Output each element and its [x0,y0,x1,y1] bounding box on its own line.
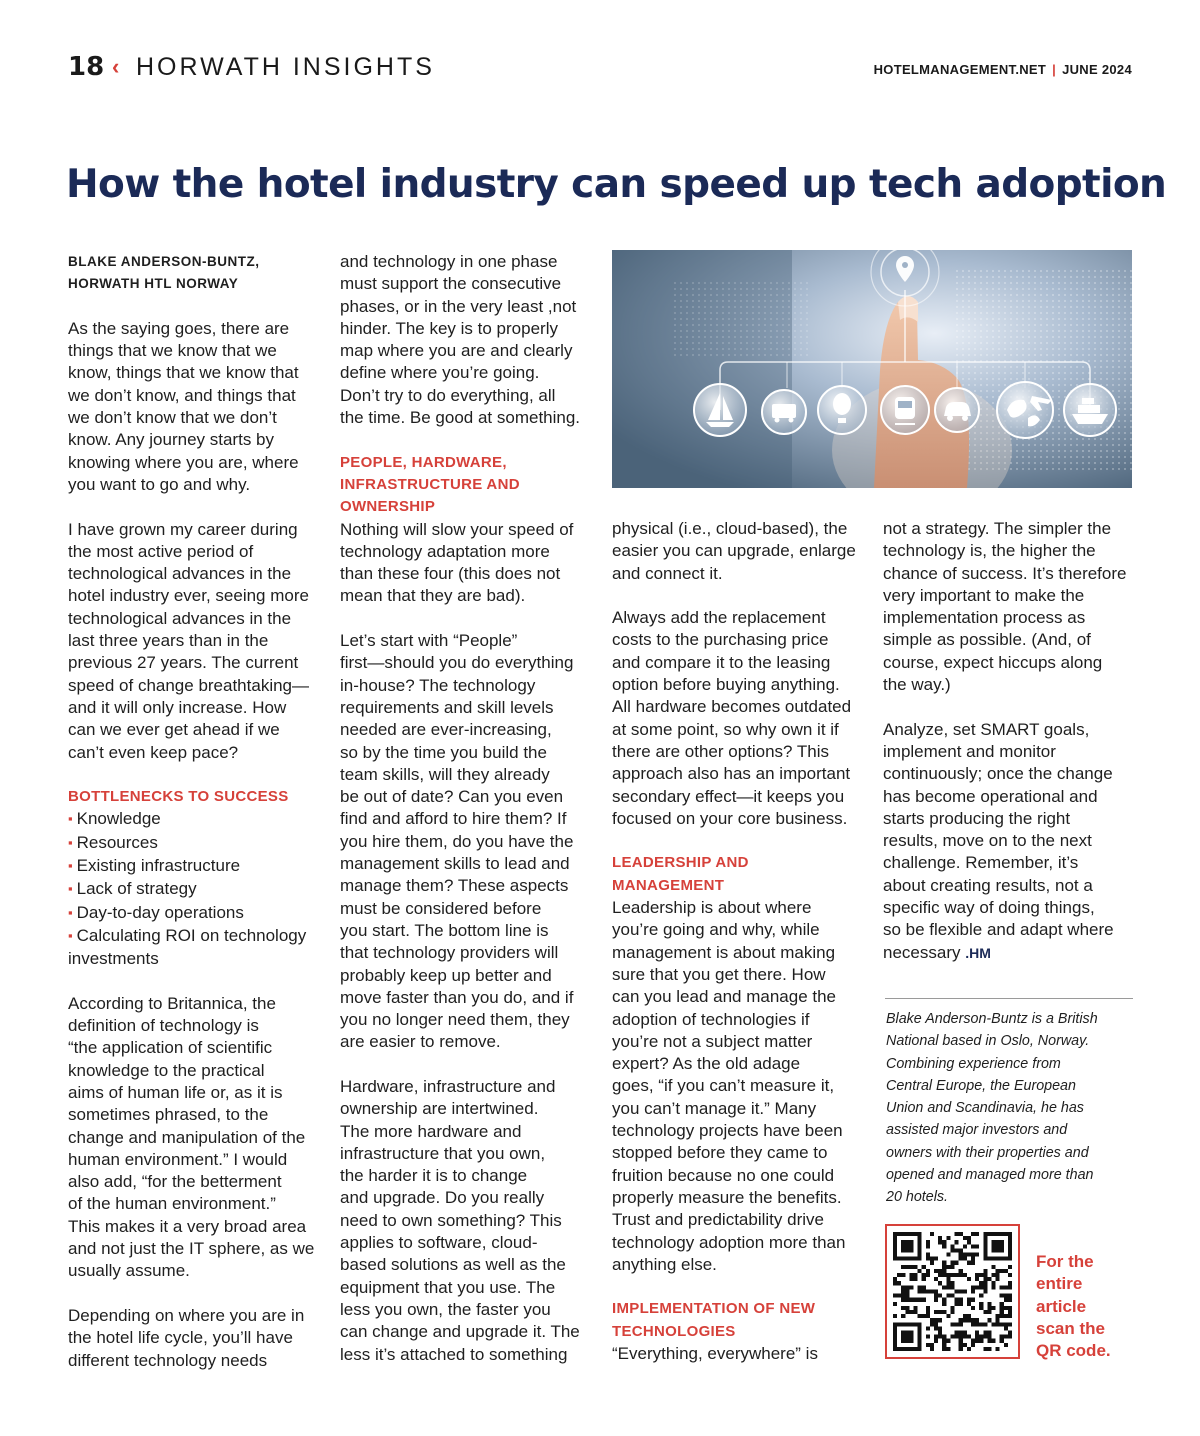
text-line: “Everything, everywhere” is [612,1343,818,1363]
text-line: goes, “if you can’t measure it, [612,1076,835,1096]
text-line: less you own, the faster you [340,1299,551,1319]
bullet-continuation: investments [68,949,159,969]
text-line: map where you are and clearly [340,341,573,361]
bullet-text: Knowledge [76,809,161,829]
text-line: technological advances in the [68,608,292,628]
bottleneck-list [68,808,323,948]
text-line: I have grown my career during [68,519,298,539]
author-bio [886,1008,1136,1209]
text-line: QR code. [1036,1341,1111,1361]
text-line: technology adoption more than [612,1232,846,1252]
text-line: and connect it. [612,563,723,583]
text-line: find and afford to hire them? If [340,809,567,829]
text-line: mean that they are bad). [340,586,526,606]
text-line: knowledge to the practical [68,1060,265,1080]
text-line: course, expect hiccups along [883,652,1103,672]
text-line: of the human environment.” [68,1194,276,1214]
text-line: you no longer need them, they [340,1010,570,1030]
text-line: than these four (this does not [340,564,561,584]
text-line: Union and Scandinavia, he has [886,1100,1084,1117]
text-line: approach also has an important [612,764,851,784]
paragraph [340,251,595,429]
globe-plane-icon [997,382,1053,438]
text-line: know, things that we know that [68,363,299,383]
text-line: Hardware, infrastructure and [340,1076,556,1096]
bullet-square-icon: ▪ [68,881,73,897]
text-line: implementation process as [883,608,1086,628]
column-4 [883,518,1138,964]
text-line: can change and upgrade it. The [340,1322,580,1342]
text-line: Analyze, set SMART goals, [883,719,1090,739]
subheading-leadership [612,852,867,897]
column-2 [340,251,595,1366]
text-line: infrastructure that you own, [340,1143,546,1163]
text-line: INFRASTRUCTURE AND [340,475,520,493]
text-line: chance of success. It’s therefore [883,563,1127,583]
text-line: so by the time you build the [340,742,547,762]
text-line: and not just the IT sphere, as we [68,1239,315,1259]
text-line: requirements and skill levels [340,697,554,717]
byline-name: BLAKE ANDERSON-BUNTZ, [68,254,260,269]
bullet-item [68,832,323,855]
text-line: hinder. The key is to properly [340,318,558,338]
text-line: Always add the replacement [612,608,826,628]
text-line: and it will only increase. How [68,697,287,717]
bullet-square-icon: ▪ [68,811,73,827]
text-line: can we ever get ahead if we [68,720,280,740]
text-line: costs to the purchasing price [612,630,829,650]
paragraph [68,1305,323,1372]
text-line: Central Europe, the European [886,1077,1076,1094]
text-line: the way.) [883,675,951,695]
sailboat-icon [694,384,746,436]
text-line: opened and managed more than [886,1167,1094,1184]
text-line: knowing where you are, where [68,452,299,472]
text-line: not a strategy. The simpler the [883,519,1112,538]
paragraph [340,1076,595,1366]
closing-word: necessary [883,942,961,962]
paragraph [612,607,867,830]
text-line: can’t even keep pace? [68,742,239,762]
text-line: equipment that you use. The [340,1277,556,1297]
text-line: and compare it to the leasing [612,652,831,672]
text-line: that technology providers will [340,943,559,963]
text-line: Don’t try to do everything, all [340,385,556,405]
text-line: All hardware becomes outdated [612,697,852,717]
text-line: easier you can upgrade, enlarge [612,541,856,561]
text-line: be out of date? Can you even [340,787,564,807]
text-line: you start. The bottom line is [340,920,549,940]
text-line: management is about making [612,942,836,962]
subheading-bottlenecks: BOTTLENECKS TO SUCCESS [68,788,289,806]
text-line: properly measure the benefits. [612,1187,842,1207]
text-line: needed are ever-increasing, [340,720,552,740]
text-line: you can’t manage it.” Many [612,1098,817,1118]
text-line: Depending on where you are in [68,1305,305,1325]
text-line: ownership are intertwined. [340,1099,539,1119]
subheading-implementation [612,1298,867,1343]
text-line: results, move on to the next [883,831,1092,851]
text-line: you’re not a subject matter [612,1031,813,1051]
text-line: must support the consecutive [340,274,562,294]
text-line: Combining experience from [886,1055,1061,1072]
section-name: HORWATH INSIGHTS [136,53,435,81]
text-line: Let’s start with “People” [340,631,518,651]
text-line: LEADERSHIP AND [612,854,749,872]
text-line: the most active period of [68,541,254,561]
text-line: the hotel life cycle, you’ll have [68,1328,293,1348]
text-line: adoption of technologies if [612,1009,810,1029]
text-line: we don’t know that we don’t [68,408,277,428]
bullet-item [68,902,323,925]
qr-caption [1036,1251,1136,1362]
text-line: secondary effect—it keeps you [612,786,845,806]
hero-image-finger-touching-travel-icons [612,250,1132,488]
text-line: different technology needs [68,1350,268,1370]
text-line: the harder it is to change [340,1166,528,1186]
text-line: specific way of doing things, [883,898,1095,918]
bio-divider [885,998,1133,999]
column-3 [612,518,867,1365]
subheading-people [340,452,595,519]
bullet-item [68,808,323,831]
text-line: implement and monitor [883,741,1056,761]
text-line: TECHNOLOGIES [612,1322,736,1340]
text-line: need to own something? This [340,1210,562,1230]
text-line: must be considered before [340,898,542,918]
page-number: 18 [68,52,105,82]
text-line: article [1036,1296,1087,1316]
text-line: you hire them, do you have the [340,831,574,851]
text-line: As the saying goes, there are [68,318,290,338]
text-line: and upgrade. Do you really [340,1188,545,1208]
bullet-square-icon: ▪ [68,834,73,850]
text-line: you’re going and why, while [612,920,820,940]
text-line: previous 27 years. The current [68,653,299,673]
text-line: focused on your core business. [612,808,848,828]
text-line: 20 hotels. [886,1189,948,1206]
issue-date: JUNE 2024 [1062,62,1132,77]
bullet-square-icon: ▪ [68,858,73,874]
text-line: OWNERSHIP [340,498,436,516]
bullet-item [68,878,323,901]
text-line: manage them? These aspects [340,876,569,896]
text-line: option before buying anything. [612,675,840,695]
text-line: at some point, so why own it if [612,719,839,739]
text-line: there are other options? This [612,741,830,761]
text-line: can you lead and manage the [612,987,837,1007]
text-line: in-house? The technology [340,675,536,695]
text-line: expert? As the old adage [612,1054,801,1074]
text-line: stopped before they came to [612,1143,828,1163]
text-line: challenge. Remember, it’s [883,853,1079,873]
qr-code-pattern [893,1232,1012,1351]
text-line: This makes it a very broad area [68,1216,307,1236]
bullet-square-icon: ▪ [68,904,73,920]
text-line: entire [1036,1274,1083,1294]
text-line: you want to go and why. [68,474,251,494]
text-line: Trust and predictability drive [612,1210,824,1230]
text-line: are easier to remove. [340,1032,501,1052]
column-1 [68,251,323,1372]
text-line: According to Britannica, the [68,993,276,1013]
text-line: less it’s attached to something [340,1344,568,1364]
text-line: so be flexible and adapt where [883,920,1114,940]
hot-air-balloon-icon [818,386,866,434]
text-line: phases, or in the very least ,not [340,296,577,316]
text-line: know. Any journey starts by [68,430,274,450]
chevron-left-icon: ‹ [112,54,120,79]
signoff-mark: .HM [965,944,991,961]
text-line: applies to software, cloud- [340,1233,538,1253]
text-line: team skills, will they already [340,764,550,784]
bullet-text: Calculating ROI on technology [76,925,307,945]
text-line: Leadership is about where [612,898,812,918]
text-line: move faster than you do, and if [340,987,574,1007]
site-name: HOTELMANAGEMENT.NET [873,62,1047,77]
text-line: IMPLEMENTATION OF NEW [612,1300,816,1318]
text-line: fruition because no one could [612,1165,835,1185]
text-line: the time. Be good at something. [340,408,581,428]
article-title: How the hotel industry can speed up tech adoption [66,162,1167,207]
closing-line [883,942,1138,964]
text-line: technology is, the higher the [883,541,1096,561]
text-line: technology projects have been [612,1121,843,1141]
text-line: aims of human life or, as it is [68,1082,283,1102]
text-line: usually assume. [68,1261,190,1281]
text-line: we don’t know, and things that [68,385,296,405]
bus-icon [762,390,806,434]
paragraph [883,518,1138,696]
paragraph [612,897,867,1276]
train-icon [881,386,929,434]
paragraph [68,519,323,764]
bullet-text: Existing infrastructure [76,856,241,876]
text-line: scan the [1036,1318,1105,1338]
text-line: continuously; once the change [883,764,1113,784]
paragraph [68,318,323,496]
paragraph [68,993,323,1283]
bullet-item [68,925,323,948]
text-line: simple as possible. (And, of [883,630,1091,650]
text-line: sometimes phrased, to the [68,1105,269,1125]
page-header [68,52,1132,82]
paragraph [340,519,595,608]
text-line: based solutions as well as the [340,1255,566,1275]
bullet-square-icon: ▪ [68,927,73,943]
text-line: speed of change breathtaking— [68,675,310,695]
paragraph [883,719,1138,942]
text-line: PEOPLE, HARDWARE, [340,453,507,471]
text-line: starts producing the right [883,808,1071,828]
cruise-ship-icon [1064,384,1116,436]
paragraph [612,1343,867,1365]
text-line: For the [1036,1252,1094,1271]
byline-affiliation: HORWATH HTL NORWAY [68,276,239,292]
bullet-text: Resources [76,832,158,852]
bullet-item [68,855,323,878]
text-line: management skills to lead and [340,854,570,874]
text-line: Blake Anderson-Buntz is a British [886,1011,1098,1027]
paragraph [612,518,867,585]
text-line: Nothing will slow your speed of [340,519,574,539]
publication-info [874,62,1132,77]
text-line: National based in Oslo, Norway. [886,1033,1090,1050]
text-line: very important to make the [883,585,1085,605]
text-line: “the application of scientific [68,1038,273,1058]
text-line: has become operational and [883,786,1098,806]
text-line: definition of technology is [68,1016,259,1036]
text-line: human environment.” I would [68,1149,288,1169]
text-line: things that we know that we [68,341,277,361]
text-line: first—should you do everything [340,653,574,673]
qr-code[interactable] [885,1224,1020,1359]
text-line: define where you’re going. [340,363,540,383]
bullet-text: Lack of strategy [76,879,197,899]
text-line: technology adaptation more [340,541,550,561]
paragraph [340,630,595,1054]
text-line: hotel industry ever, seeing more [68,586,309,606]
text-line: change and manipulation of the [68,1127,306,1147]
text-line: also add, “for the betterment [68,1172,282,1192]
text-line: technological advances in the [68,564,292,584]
car-icon [935,388,979,432]
text-line: sure that you get there. How [612,964,826,984]
text-line: anything else. [612,1254,717,1274]
text-line: The more hardware and [340,1121,522,1141]
header-separator: | [1052,62,1057,77]
text-line: last three years than in the [68,631,269,651]
text-line: owners with their properties and [886,1144,1089,1161]
text-line: and technology in one phase [340,252,558,271]
bullet-text: Day-to-day operations [76,902,244,922]
text-line: physical (i.e., cloud-based), the [612,519,848,538]
text-line: MANAGEMENT [612,876,725,894]
text-line: assisted major investors and [886,1122,1068,1139]
text-line: about creating results, not a [883,875,1093,895]
text-line: probably keep up better and [340,965,552,985]
